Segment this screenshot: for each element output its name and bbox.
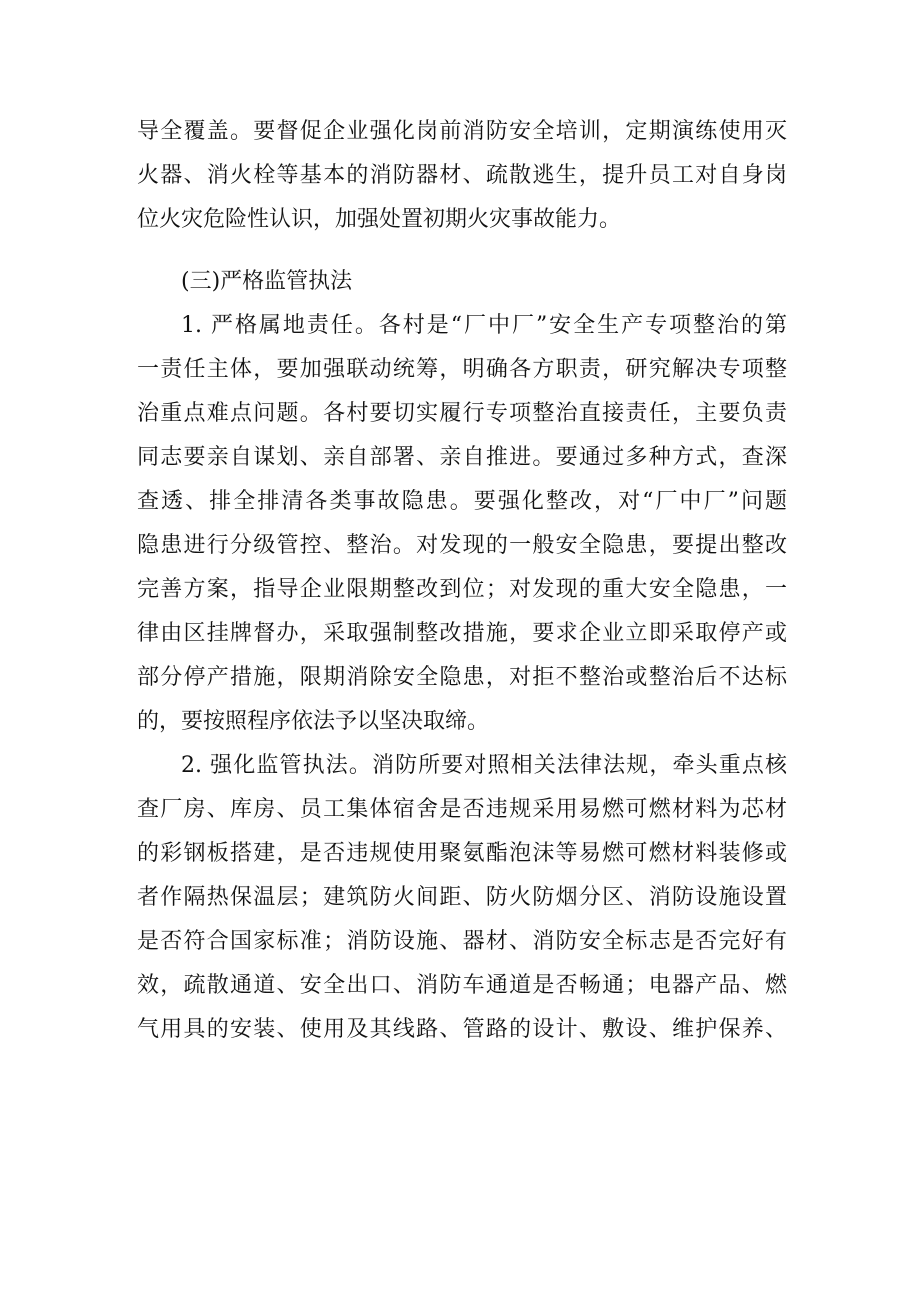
paragraph-training [137,110,787,242]
text-line: 效，疏散通道、安全出口、消防车通道是否畅通；电器产品、燃 [137,973,787,998]
text-line: 一责任主体，要加强联动统筹，明确各方职责，研究解决专项整 [137,357,787,382]
text-line: 2. 强化监管执法。消防所要对照相关法律法规，牵头重点核 [181,753,787,778]
document-body [137,110,787,1052]
text-line: 者作隔热保温层；建筑防火间距、防火防烟分区、消防设施设置 [137,885,787,910]
section-heading-block [137,260,787,304]
paragraph-local-responsibility [137,304,787,744]
text-line: 部分停产措施，限期消除安全隐患，对拒不整治或整治后不达标 [137,665,787,690]
text-line: 的，要按照程序依法予以坚决取缔。 [137,709,490,734]
paragraph-enforcement [137,744,787,1052]
text-line: 同志要亲自谋划、亲自部署、亲自推进。要通过多种方式，查深 [137,445,787,470]
text-line: 位火灾危险性认识，加强处置初期火灾事故能力。 [137,207,622,232]
text-line: 的彩钢板搭建，是否违规使用聚氨酯泡沫等易燃可燃材料装修或 [137,841,787,866]
text-line: 火器、消火栓等基本的消防器材、疏散逃生，提升员工对自身岗 [137,163,787,188]
text-line: 律由区挂牌督办，采取强制整改措施，要求企业立即采取停产或 [137,621,787,646]
text-line: 是否符合国家标准；消防设施、器材、消防安全标志是否完好有 [137,929,787,954]
text-line: 治重点难点问题。各村要切实履行专项整治直接责任，主要负责 [137,401,787,426]
text-line: 气用具的安装、使用及其线路、管路的设计、敷设、维护保养、 [137,1017,787,1042]
text-line: 导全覆盖。要督促企业强化岗前消防安全培训，定期演练使用灭 [137,119,787,144]
section-heading: (三)严格监管执法 [181,269,353,294]
text-line: 查透、排全排清各类事故隐患。要强化整改，对“厂中厂”问题 [137,489,787,514]
text-line: 查厂房、库房、员工集体宿舍是否违规采用易燃可燃材料为芯材 [137,797,787,822]
text-line: 隐患进行分级管控、整治。对发现的一般安全隐患，要提出整改 [137,533,787,558]
text-line: 完善方案，指导企业限期整改到位；对发现的重大安全隐患，一 [137,577,787,602]
text-line: 1. 严格属地责任。各村是“厂中厂”安全生产专项整治的第 [181,313,787,338]
